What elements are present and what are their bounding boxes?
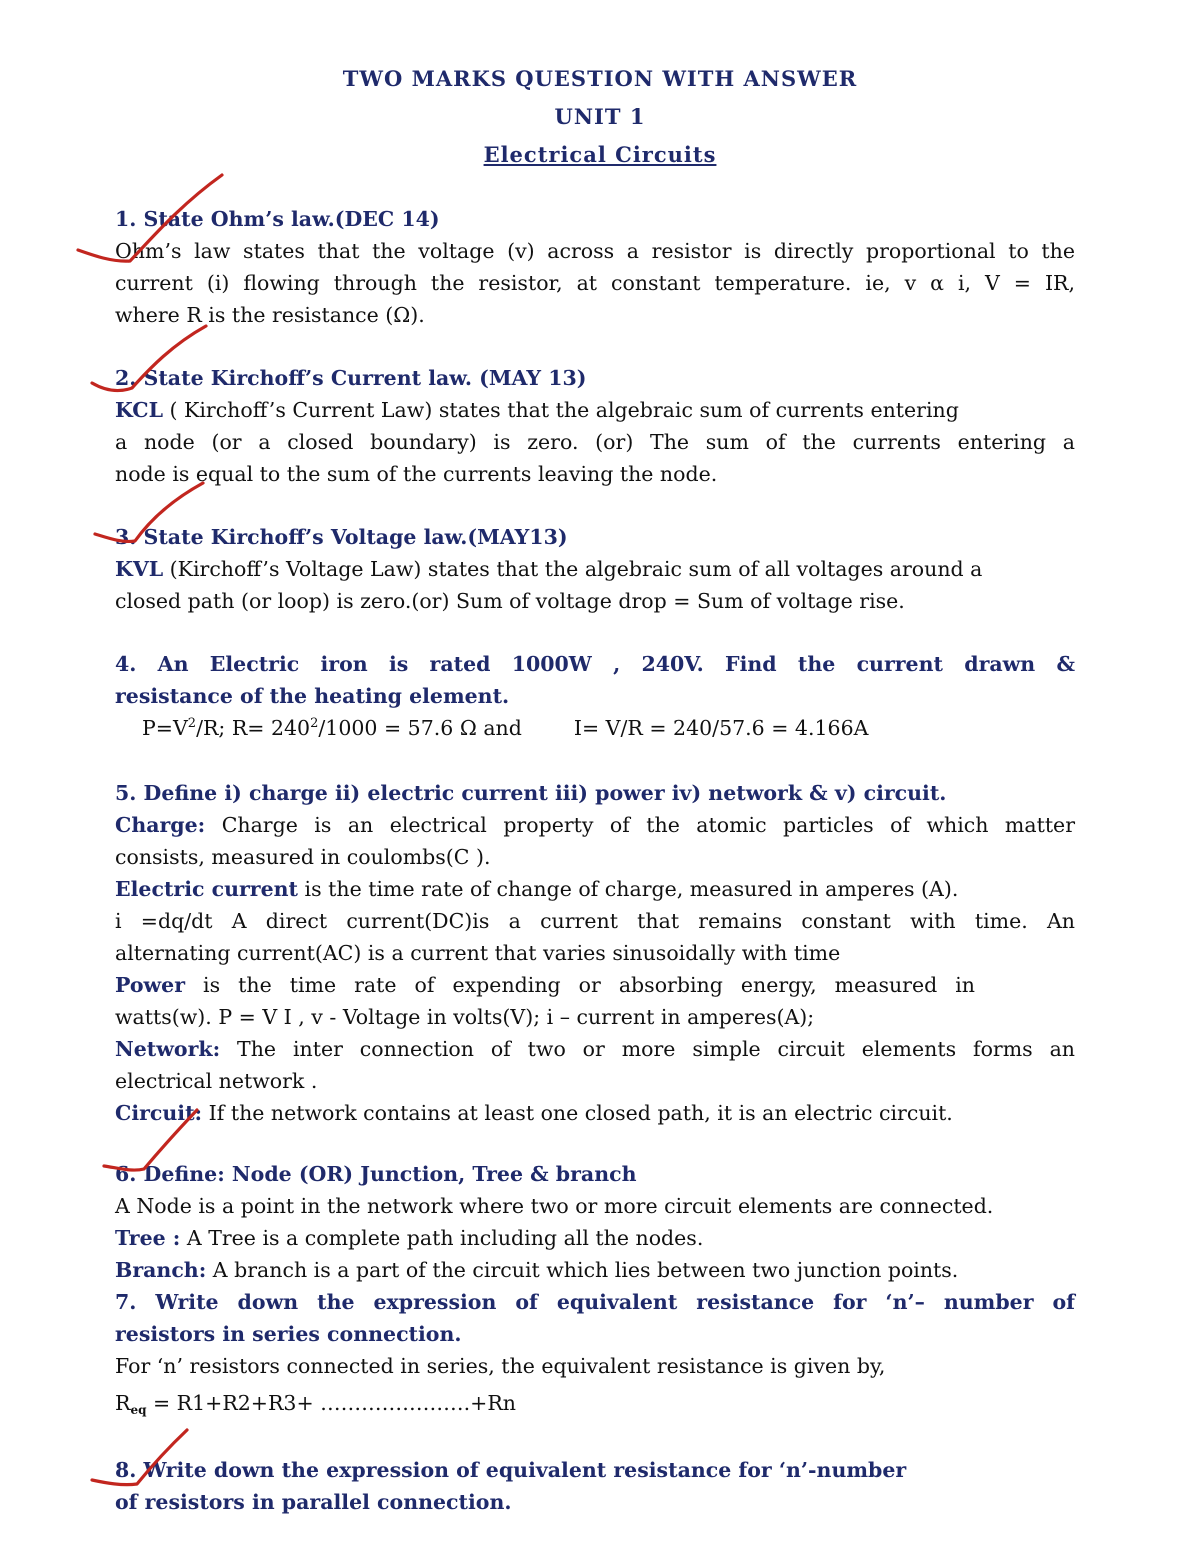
answer-text: is the time rate of expending or absorbing energy, measured in bbox=[185, 973, 975, 997]
answer-line bbox=[115, 1254, 1075, 1286]
answer-line: closed path (or loop) is zero.(or) Sum of voltage drop = Sum of voltage rise. bbox=[115, 589, 905, 613]
answer-line: electrical network . bbox=[115, 1069, 318, 1093]
answer-line bbox=[115, 969, 975, 1001]
term-network: Network: bbox=[115, 1037, 221, 1061]
answer-text: is the time rate of change of charge, measured in amperes (A). bbox=[298, 877, 959, 901]
answer-line bbox=[115, 809, 1075, 841]
question-3 bbox=[115, 521, 1075, 617]
question-7-title: 7. Write down the expression of equivalent resistance for ‘n’– number of bbox=[115, 1290, 1075, 1314]
answer-line: Ohm’s law states that the voltage (v) across a resistor is directly proportional to the bbox=[115, 239, 1075, 263]
answer-text: Charge is an electrical property of the atomic particles of which matter bbox=[205, 813, 1075, 837]
answer-line: current (i) flowing through the resistor, at constant temperature. ie, v α i, V = IR, bbox=[115, 271, 1075, 295]
document-title: TWO MARKS QUESTION WITH ANSWER bbox=[342, 66, 858, 91]
answer-line bbox=[115, 1222, 1075, 1254]
term-charge: Charge: bbox=[115, 813, 206, 837]
answer-line: where R is the resistance (Ω). bbox=[115, 303, 425, 327]
current-formula: I= V/R = 240/57.6 = 4.166A bbox=[573, 716, 869, 740]
term-kvl: KVL bbox=[115, 557, 164, 581]
question-3-title: 3. State Kirchoff’s Voltage law.(MAY13) bbox=[115, 525, 568, 549]
question-1-title: 1. State Ohm’s law.(DEC 14) bbox=[115, 207, 440, 231]
answer-line: For ‘n’ resistors connected in series, the equivalent resistance is given by, bbox=[115, 1354, 886, 1378]
question-4 bbox=[115, 648, 1075, 744]
formula-part: P=V bbox=[142, 716, 188, 740]
question-8-title: of resistors in parallel connection. bbox=[115, 1490, 512, 1514]
answer-line bbox=[115, 394, 1075, 426]
question-6 bbox=[115, 1158, 1075, 1419]
answer-line: consists, measured in coulombs(C ). bbox=[115, 845, 491, 869]
answer-text: A Tree is a complete path including all the nodes. bbox=[180, 1226, 704, 1250]
answer-line: i =dq/dt A direct current(DC)is a current that remains constant with time. An bbox=[115, 909, 1075, 933]
answer-line: A Node is a point in the network where two or more circuit elements are connected. bbox=[115, 1194, 994, 1218]
answer-line bbox=[115, 1033, 1075, 1065]
answer-line: a node (or a closed boundary) is zero. (or) The sum of the currents entering a bbox=[115, 430, 1075, 454]
term-electric-current: Electric current bbox=[115, 877, 299, 901]
answer-text: If the network contains at least one closed path, it is an electric circuit. bbox=[202, 1101, 953, 1125]
subject-heading: Electrical Circuits bbox=[483, 142, 717, 167]
answer-text: ( Kirchoff’s Current Law) states that the algebraic sum of currents entering bbox=[163, 398, 959, 422]
answer-line: node is equal to the sum of the currents leaving the node. bbox=[115, 462, 718, 486]
answer-line bbox=[115, 553, 1075, 585]
question-8-title: 8. Write down the expression of equivalent resistance for ‘n’-number bbox=[115, 1458, 907, 1482]
exponent: 2 bbox=[187, 716, 197, 731]
term-power: Power bbox=[115, 973, 186, 997]
answer-line: watts(w). P = V I , v - Voltage in volts(V); i – current in amperes(A); bbox=[115, 1005, 815, 1029]
answer-line bbox=[115, 712, 1075, 744]
unit-heading: UNIT 1 bbox=[554, 104, 646, 129]
formula-part: /1000 = 57.6 Ω and bbox=[318, 716, 522, 740]
question-2 bbox=[115, 362, 1075, 490]
term-circuit: Circuit: bbox=[115, 1101, 203, 1125]
question-1 bbox=[115, 203, 1075, 331]
answer-text: (Kirchoff’s Voltage Law) states that the algebraic sum of all voltages around a bbox=[163, 557, 983, 581]
answer-text: The inter connection of two or more simple circuit elements forms an bbox=[220, 1037, 1075, 1061]
question-4-title: resistance of the heating element. bbox=[115, 684, 510, 708]
answer-line bbox=[115, 1097, 1075, 1129]
subscript: eq bbox=[130, 1403, 147, 1417]
power-formula bbox=[142, 712, 522, 744]
question-4-title: 4. An Electric iron is rated 1000W , 240V. Find the current drawn & bbox=[115, 652, 1075, 676]
answer-text: A branch is a part of the circuit which lies between two junction points. bbox=[206, 1258, 959, 1282]
term-branch: Branch: bbox=[115, 1258, 207, 1282]
series-formula bbox=[115, 1387, 1075, 1419]
answer-line: alternating current(AC) is a current that varies sinusoidally with time bbox=[115, 941, 841, 965]
formula-part: = R1+R2+R3+ ………………….+Rn bbox=[146, 1391, 516, 1415]
term-tree: Tree : bbox=[115, 1226, 181, 1250]
question-6-title: 6. Define: Node (OR) Junction, Tree & branch bbox=[115, 1162, 637, 1186]
question-2-title: 2. State Kirchoff’s Current law. (MAY 13) bbox=[115, 366, 587, 390]
question-5-title: 5. Define i) charge ii) electric current iii) power iv) network & v) circuit. bbox=[115, 781, 947, 805]
term-kcl: KCL bbox=[115, 398, 163, 422]
question-5 bbox=[115, 777, 1075, 1129]
question-7-title: resistors in series connection. bbox=[115, 1322, 462, 1346]
formula-part: R bbox=[115, 1391, 131, 1415]
answer-line bbox=[115, 873, 1075, 905]
question-8 bbox=[115, 1454, 1075, 1518]
formula-part: /R; R= 240 bbox=[196, 716, 311, 740]
exponent: 2 bbox=[310, 716, 319, 731]
